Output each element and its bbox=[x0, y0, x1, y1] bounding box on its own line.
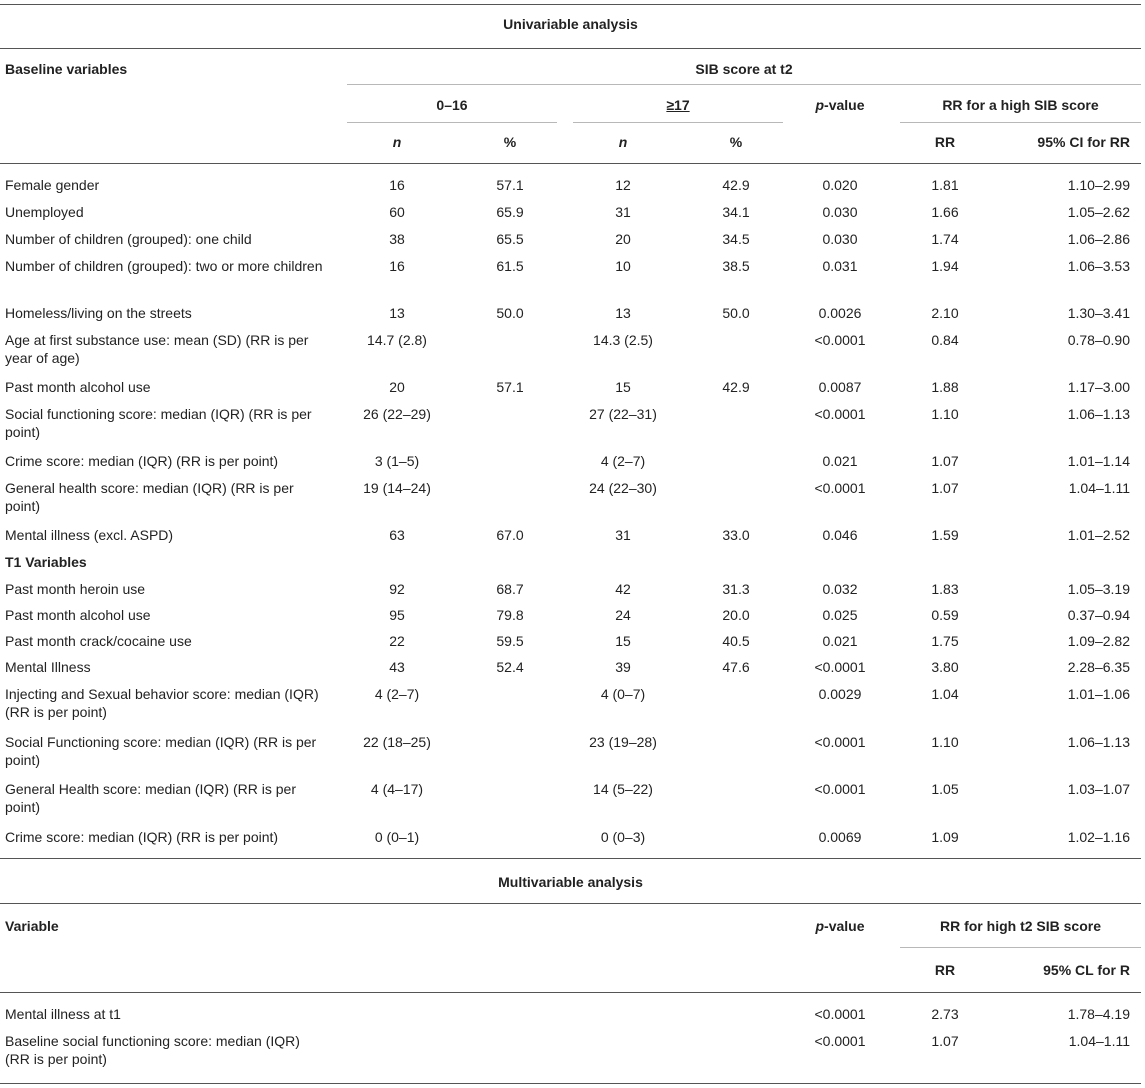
cell-pct-low: 59.5 bbox=[496, 633, 524, 649]
cell-n-low: 63 bbox=[389, 527, 405, 543]
cell-n-high: 15 bbox=[615, 379, 631, 395]
row-label: General health score: median (IQR) (RR is per point) bbox=[5, 480, 294, 514]
cell-pct-low: 50.0 bbox=[496, 305, 524, 321]
cell-n-high: 0 (0–3) bbox=[600, 829, 646, 845]
row-label: Mental illness at t1 bbox=[5, 1006, 121, 1022]
row-label: Injecting and Sexual behavior score: median (IQR) (RR is per point) bbox=[5, 686, 319, 720]
cell-p-value: 0.0069 bbox=[818, 829, 862, 845]
cell-ci: 1.06–1.13 bbox=[1067, 406, 1130, 422]
row-label: Past month heroin use bbox=[5, 581, 146, 597]
cell-rr: 1.81 bbox=[931, 177, 959, 193]
cell-p-value: <0.0001 bbox=[814, 1006, 866, 1022]
cell-rr: 1.07 bbox=[931, 480, 959, 496]
cell-rr: 1.66 bbox=[931, 204, 959, 220]
row-label: Number of children (grouped): one child bbox=[5, 231, 252, 247]
cell-ci: 1.17–3.00 bbox=[1067, 379, 1130, 395]
cell-ci: 0.37–0.94 bbox=[1067, 607, 1130, 623]
cell-n-high: 10 bbox=[615, 258, 631, 274]
cell-pct-low: 52.4 bbox=[496, 659, 524, 675]
row-label: Crime score: median (IQR) (RR is per point) bbox=[5, 829, 279, 845]
multivariable-header-rule bbox=[0, 992, 1141, 993]
p-italic: p bbox=[815, 97, 825, 113]
cell-pct-low: 65.9 bbox=[496, 204, 524, 220]
cell-p-value: 0.020 bbox=[822, 177, 858, 193]
row-label: Number of children (grouped): two or more children bbox=[5, 258, 323, 274]
cell-n-high: 13 bbox=[615, 305, 631, 321]
cell-n-low: 19 (14–24) bbox=[363, 480, 431, 496]
multi-rr-group-header: RR for high t2 SIB score bbox=[939, 918, 1102, 934]
cell-pct-high: 42.9 bbox=[722, 177, 750, 193]
cell-p-value: <0.0001 bbox=[814, 332, 866, 348]
cell-n-high: 14.3 (2.5) bbox=[593, 332, 653, 348]
cell-rr: 2.10 bbox=[931, 305, 959, 321]
cell-n-low: 0 (0–1) bbox=[374, 829, 420, 845]
cell-ci: 1.06–1.13 bbox=[1067, 734, 1130, 750]
n-high-header: n bbox=[618, 134, 628, 150]
cell-ci: 2.28–6.35 bbox=[1067, 659, 1130, 675]
pct-high-header: % bbox=[729, 134, 743, 150]
cell-pct-low: 61.5 bbox=[496, 258, 524, 274]
cell-n-high: 20 bbox=[615, 231, 631, 247]
cell-n-low: 92 bbox=[389, 581, 405, 597]
cell-ci: 1.01–1.06 bbox=[1067, 686, 1130, 702]
cell-ci: 1.09–2.82 bbox=[1067, 633, 1130, 649]
cell-n-low: 43 bbox=[389, 659, 405, 675]
row-label: Social Functioning score: median (IQR) (RR is per point) bbox=[5, 734, 317, 768]
cell-rr: 1.05 bbox=[931, 781, 959, 797]
multivariable-section-title: Multivariable analysis bbox=[498, 874, 643, 890]
cell-ci: 1.01–1.14 bbox=[1067, 453, 1130, 469]
cell-p-value: <0.0001 bbox=[814, 406, 866, 422]
cell-p-value: 0.032 bbox=[822, 581, 858, 597]
cell-pct-high: 34.1 bbox=[722, 204, 750, 220]
cell-n-low: 60 bbox=[389, 204, 405, 220]
cell-p-value: 0.030 bbox=[822, 204, 858, 220]
cell-p-value: 0.0029 bbox=[818, 686, 862, 702]
cell-n-high: 14 (5–22) bbox=[593, 781, 653, 797]
multi-p-suffix: -value bbox=[824, 918, 865, 934]
n-low-header: n bbox=[392, 134, 402, 150]
sib-score-header: SIB score at t2 bbox=[695, 61, 793, 77]
multi-ci-header: 95% CL for R bbox=[1043, 962, 1130, 978]
cell-rr: 1.10 bbox=[931, 406, 959, 422]
p-value-header bbox=[790, 96, 890, 114]
cell-ci: 1.05–3.19 bbox=[1067, 581, 1130, 597]
row-label: Mental illness (excl. ASPD) bbox=[5, 527, 174, 543]
cell-n-low: 16 bbox=[389, 177, 405, 193]
cell-pct-high: 47.6 bbox=[722, 659, 750, 675]
cell-ci: 1.30–3.41 bbox=[1067, 305, 1130, 321]
group-high-rule bbox=[573, 122, 783, 123]
cell-n-high: 42 bbox=[615, 581, 631, 597]
cell-n-low: 14.7 (2.8) bbox=[367, 332, 427, 348]
cell-pct-low: 67.0 bbox=[496, 527, 524, 543]
cell-pct-high: 40.5 bbox=[722, 633, 750, 649]
row-label: Past month crack/cocaine use bbox=[5, 633, 192, 649]
cell-n-low: 26 (22–29) bbox=[363, 406, 431, 422]
group-high-header: ≥17 bbox=[666, 97, 690, 113]
cell-n-low: 13 bbox=[389, 305, 405, 321]
cell-rr: 1.09 bbox=[931, 829, 959, 845]
univariable-title-rule bbox=[0, 48, 1141, 49]
multi-rr-group-rule bbox=[900, 947, 1141, 948]
cell-n-high: 4 (2–7) bbox=[600, 453, 646, 469]
cell-rr: 0.59 bbox=[931, 607, 959, 623]
cell-p-value: <0.0001 bbox=[814, 480, 866, 496]
row-label: Female gender bbox=[5, 177, 100, 193]
cell-rr: 1.59 bbox=[931, 527, 959, 543]
top-rule bbox=[0, 4, 1141, 5]
cell-n-high: 4 (0–7) bbox=[600, 686, 646, 702]
cell-pct-low: 68.7 bbox=[496, 581, 524, 597]
cell-n-low: 22 (18–25) bbox=[363, 734, 431, 750]
row-label: Crime score: median (IQR) (RR is per point) bbox=[5, 453, 279, 469]
cell-ci: 1.06–2.86 bbox=[1067, 231, 1130, 247]
multi-p-italic: p bbox=[815, 918, 825, 934]
cell-rr: 3.80 bbox=[931, 659, 959, 675]
cell-rr: 1.07 bbox=[931, 1033, 959, 1049]
cell-n-high: 24 bbox=[615, 607, 631, 623]
cell-p-value: 0.031 bbox=[822, 258, 858, 274]
cell-pct-high: 34.5 bbox=[722, 231, 750, 247]
cell-n-high: 31 bbox=[615, 527, 631, 543]
cell-p-value: 0.025 bbox=[822, 607, 858, 623]
row-label: Baseline social functioning score: median (IQR)(RR is per point) bbox=[5, 1033, 300, 1067]
cell-n-high: 12 bbox=[615, 177, 631, 193]
cell-n-high: 39 bbox=[615, 659, 631, 675]
cell-rr: 1.74 bbox=[931, 231, 959, 247]
p-suffix: -value bbox=[824, 97, 865, 113]
baseline-variables-header: Baseline variables bbox=[5, 61, 128, 77]
row-label: Past month alcohol use bbox=[5, 607, 151, 623]
cell-n-low: 20 bbox=[389, 379, 405, 395]
cell-ci: 1.02–1.16 bbox=[1067, 829, 1130, 845]
cell-pct-high: 42.9 bbox=[722, 379, 750, 395]
cell-ci: 1.05–2.62 bbox=[1067, 204, 1130, 220]
cell-pct-low: 57.1 bbox=[496, 379, 524, 395]
cell-n-low: 4 (4–17) bbox=[370, 781, 424, 797]
cell-ci: 1.04–1.11 bbox=[1068, 1033, 1130, 1049]
cell-ci: 1.03–1.07 bbox=[1067, 781, 1130, 797]
cell-pct-high: 50.0 bbox=[722, 305, 750, 321]
cell-n-high: 15 bbox=[615, 633, 631, 649]
cell-pct-high: 31.3 bbox=[722, 581, 750, 597]
cell-p-value: 0.021 bbox=[822, 633, 858, 649]
cell-n-high: 31 bbox=[615, 204, 631, 220]
row-label: Mental Illness bbox=[5, 659, 91, 675]
cell-n-low: 3 (1–5) bbox=[374, 453, 420, 469]
cell-rr: 1.10 bbox=[931, 734, 959, 750]
cell-pct-low: 79.8 bbox=[496, 607, 524, 623]
rr-header: RR bbox=[934, 134, 956, 150]
cell-pct-high: 20.0 bbox=[722, 607, 750, 623]
cell-ci: 1.10–2.99 bbox=[1067, 177, 1130, 193]
cell-n-low: 38 bbox=[389, 231, 405, 247]
cell-p-value: 0.046 bbox=[822, 527, 858, 543]
cell-p-value: <0.0001 bbox=[814, 781, 866, 797]
section-subheader: T1 Variables bbox=[5, 554, 87, 570]
cell-p-value: <0.0001 bbox=[814, 659, 866, 675]
cell-p-value: 0.021 bbox=[822, 453, 858, 469]
variable-header: Variable bbox=[5, 918, 59, 934]
cell-ci: 1.01–2.52 bbox=[1067, 527, 1130, 543]
cell-n-low: 22 bbox=[389, 633, 405, 649]
cell-p-value: <0.0001 bbox=[814, 1033, 866, 1049]
cell-p-value: 0.030 bbox=[822, 231, 858, 247]
sib-score-rule bbox=[347, 84, 1141, 85]
cell-rr: 2.73 bbox=[931, 1006, 959, 1022]
cell-rr: 1.04 bbox=[931, 686, 959, 702]
cell-rr: 0.84 bbox=[931, 332, 959, 348]
ci-header: 95% CI for RR bbox=[1037, 134, 1130, 150]
cell-n-high: 23 (19–28) bbox=[589, 734, 657, 750]
rr-group-header: RR for a high SIB score bbox=[942, 97, 1099, 113]
multi-p-value-header bbox=[790, 917, 890, 935]
cell-ci: 0.78–0.90 bbox=[1067, 332, 1130, 348]
cell-rr: 1.88 bbox=[931, 379, 959, 395]
cell-n-low: 95 bbox=[389, 607, 405, 623]
cell-pct-low: 65.5 bbox=[496, 231, 524, 247]
row-label: Social functioning score: median (IQR) (RR is per point) bbox=[5, 406, 312, 440]
cell-pct-high: 38.5 bbox=[722, 258, 750, 274]
row-label: General Health score: median (IQR) (RR is per point) bbox=[5, 781, 296, 815]
bottom-rule bbox=[0, 1083, 1141, 1084]
univariable-section-title: Univariable analysis bbox=[503, 16, 638, 32]
row-label: Age at first substance use: mean (SD) (RR is per year of age) bbox=[5, 332, 309, 366]
row-label: Unemployed bbox=[5, 204, 84, 220]
cell-n-high: 27 (22–31) bbox=[589, 406, 657, 422]
cell-pct-high: 33.0 bbox=[722, 527, 750, 543]
group-low-header: 0–16 bbox=[436, 97, 468, 113]
cell-ci: 1.04–1.11 bbox=[1068, 480, 1130, 496]
row-label: Homeless/living on the streets bbox=[5, 305, 192, 321]
cell-pct-low: 57.1 bbox=[496, 177, 524, 193]
cell-rr: 1.07 bbox=[931, 453, 959, 469]
multivariable-title-rule bbox=[0, 903, 1141, 904]
cell-rr: 1.94 bbox=[931, 258, 959, 274]
cell-rr: 1.83 bbox=[931, 581, 959, 597]
cell-n-low: 4 (2–7) bbox=[374, 686, 420, 702]
cell-ci: 1.78–4.19 bbox=[1067, 1006, 1130, 1022]
cell-p-value: 0.0087 bbox=[818, 379, 862, 395]
cell-rr: 1.75 bbox=[931, 633, 959, 649]
cell-n-high: 24 (22–30) bbox=[589, 480, 657, 496]
rr-group-rule bbox=[900, 122, 1141, 123]
row-label: Past month alcohol use bbox=[5, 379, 151, 395]
cell-n-low: 16 bbox=[389, 258, 405, 274]
pct-low-header: % bbox=[503, 134, 517, 150]
cell-ci: 1.06–3.53 bbox=[1067, 258, 1130, 274]
cell-p-value: 0.0026 bbox=[818, 305, 862, 321]
group-low-rule bbox=[347, 122, 557, 123]
cell-p-value: <0.0001 bbox=[814, 734, 866, 750]
univariable-header-rule bbox=[0, 163, 1141, 164]
univariable-bottom-rule bbox=[0, 858, 1141, 859]
multi-rr-header: RR bbox=[934, 962, 956, 978]
